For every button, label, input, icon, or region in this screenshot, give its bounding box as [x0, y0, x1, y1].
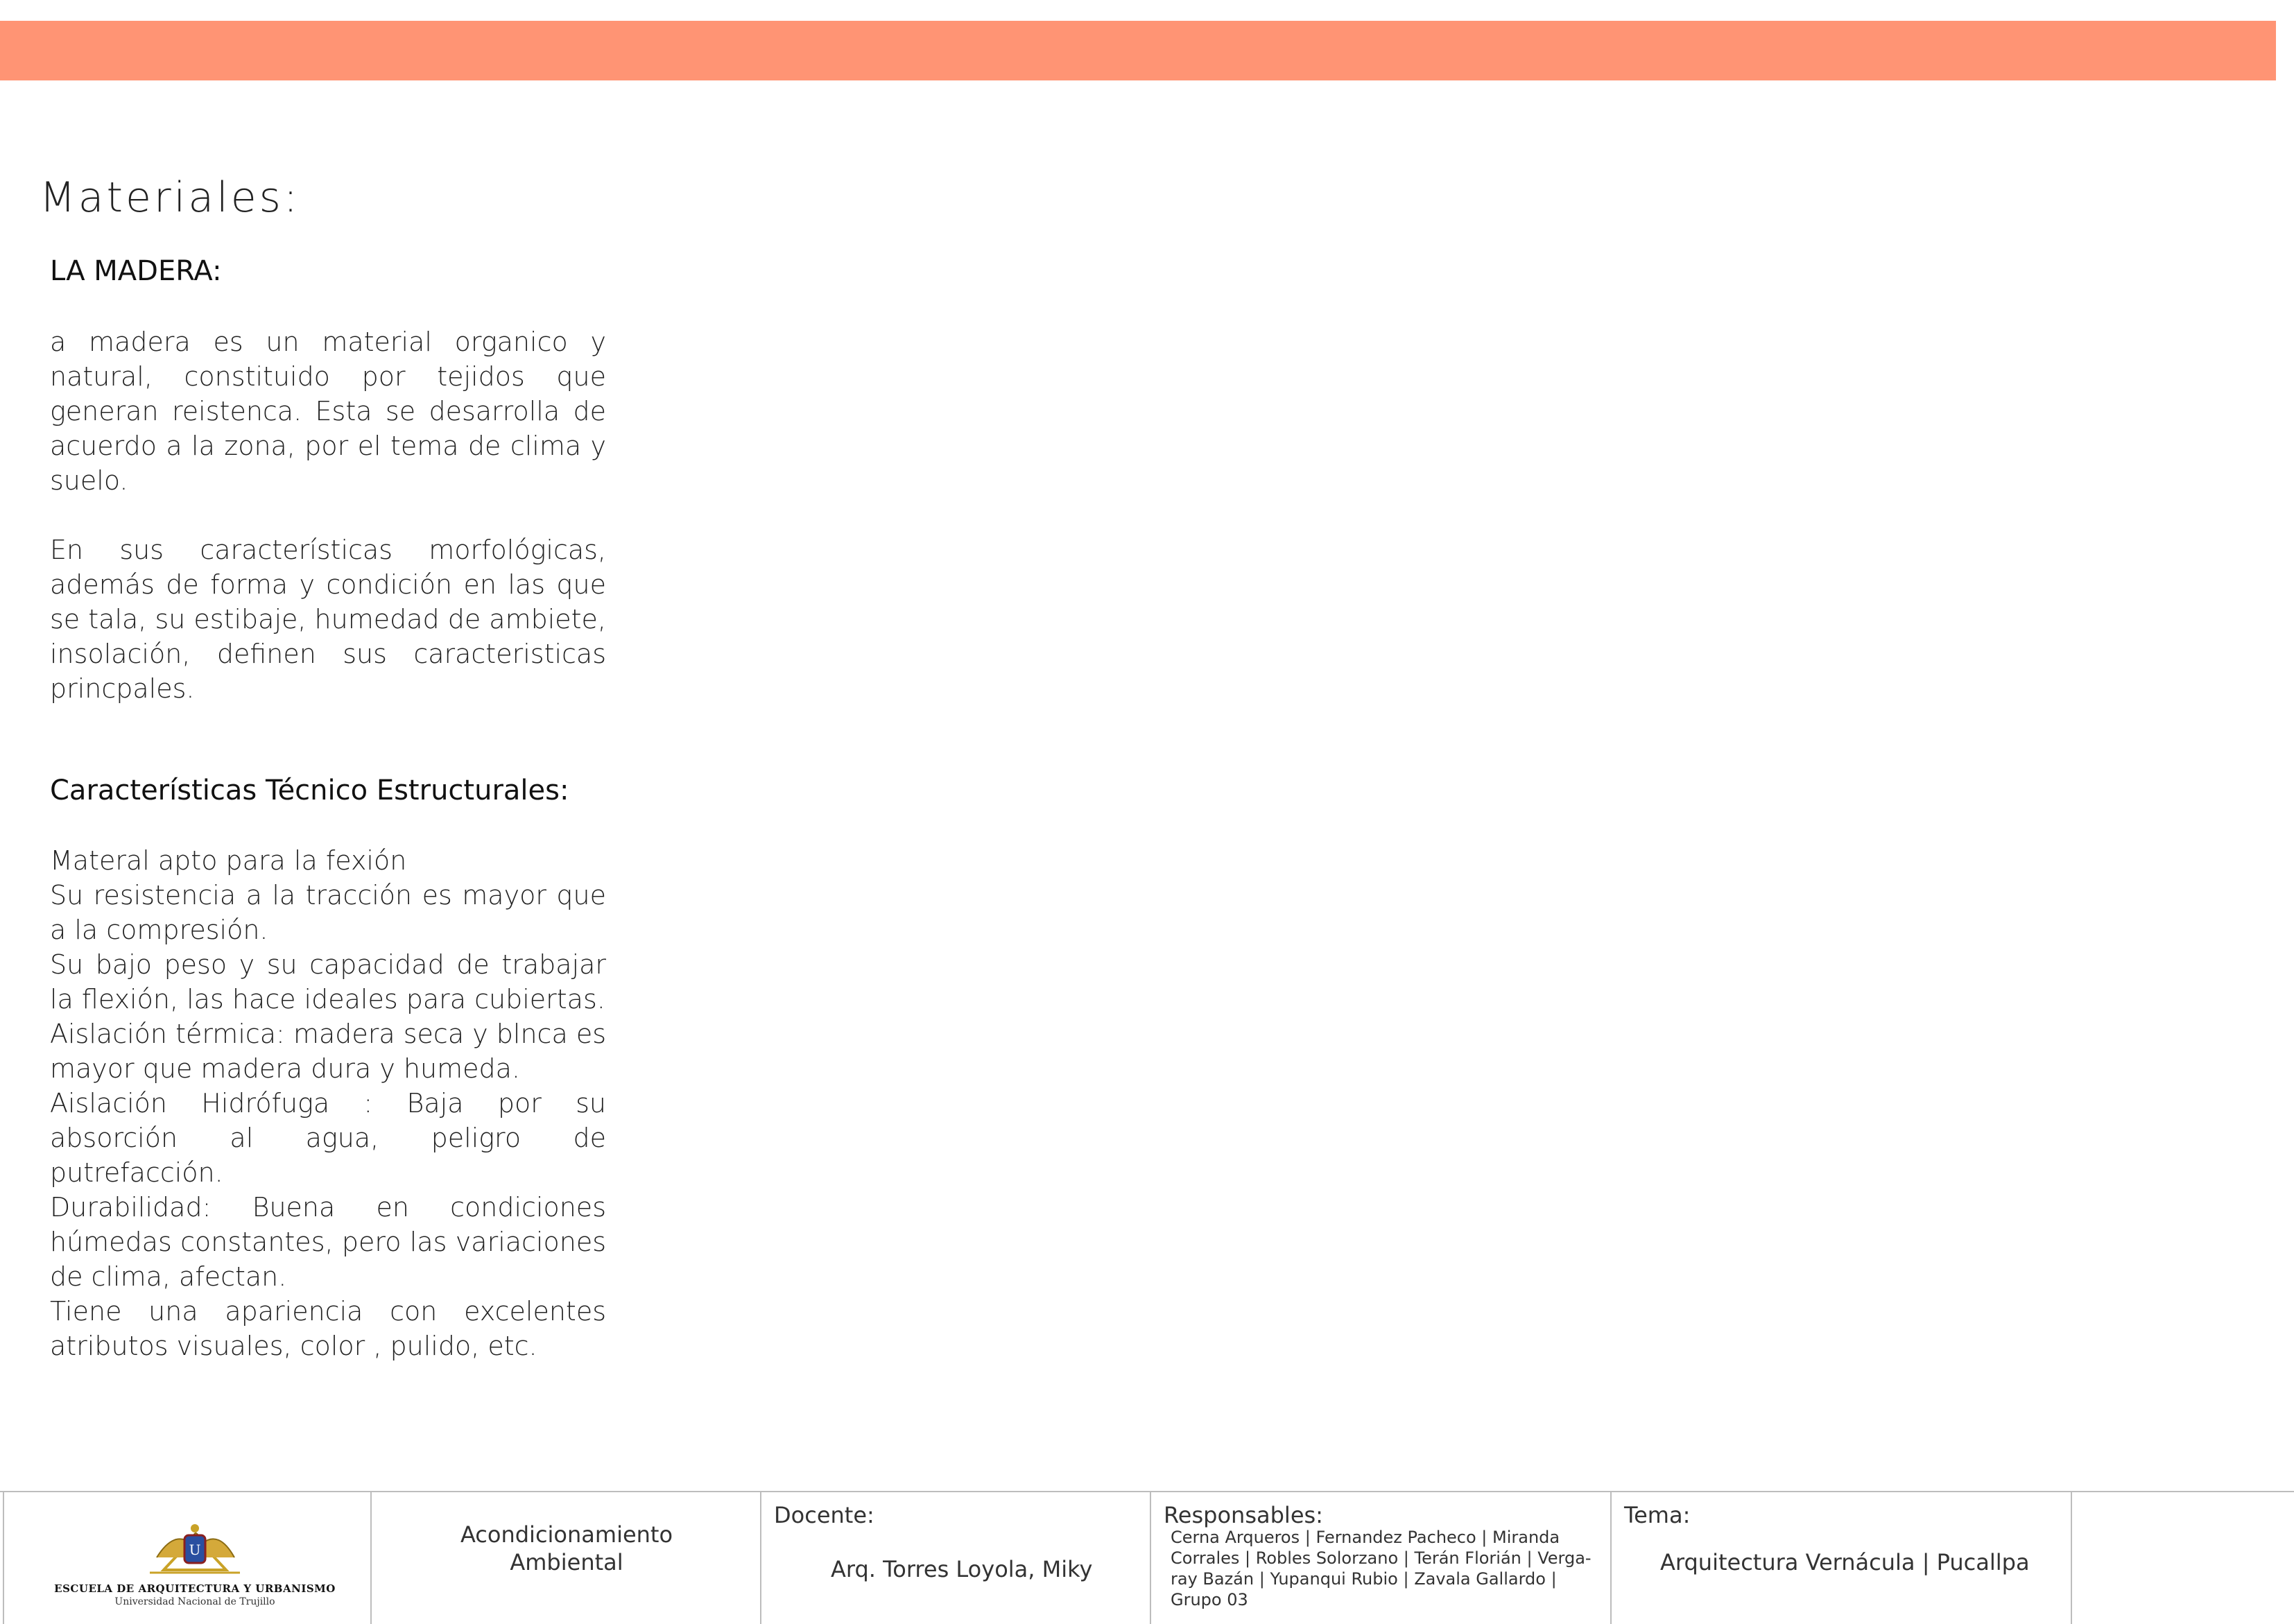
responsables-line: Corrales | Robles Solorzano | Terán Florián | Verga- [1171, 1548, 1592, 1568]
section-title: LA MADERA: [50, 255, 222, 287]
characteristics-subheading: Características Técnico Estructurales: [50, 775, 569, 806]
docente-cell [760, 1492, 1150, 1624]
svg-text:U: U [189, 1541, 201, 1558]
responsables-list [1171, 1527, 1592, 1610]
school-logo [53, 1509, 337, 1613]
docente-value: Arq. Torres Loyola, Miky [831, 1556, 1093, 1582]
school-name: ESCUELA DE ARQUITECTURA Y URBANISMO [54, 1582, 336, 1595]
feature-item: Su bajo peso y su capacidad de trabajar la flexión, las hace ideales para cubiertas. [50, 949, 606, 1014]
intro-paragraph-1 [50, 325, 606, 498]
feature-item: Durabilidad: Buena en condiciones húmedas constantes, pero las variaciones de clima, afectan. [50, 1192, 606, 1292]
paragraph-text: a madera es un material organico y natural, constituido por tejidos que generan reistenca. Esta se desarrolla de acuerdo a la zona, por el tema de clima y suelo. [50, 327, 606, 496]
school-logo-cell [3, 1492, 370, 1624]
responsables-label: Responsables: [1164, 1502, 1323, 1528]
title-block-footer [0, 1491, 2294, 1624]
responsables-line: Grupo 03 [1171, 1590, 1248, 1609]
responsables-cell [1150, 1492, 1610, 1624]
responsables-line: Cerna Arqueros | Fernandez Pacheco | Miranda [1171, 1528, 1560, 1547]
characteristics-list [50, 843, 606, 1363]
page-title: Materiales: [40, 173, 301, 222]
intro-paragraph-2 [50, 533, 606, 706]
feature-item: Tiene una apariencia con excelentes atributos visuales, color , pulido, etc. [50, 1296, 606, 1361]
tema-label: Tema: [1624, 1502, 1691, 1528]
feature-item: Materal apto para la fexión [50, 845, 407, 876]
docente-label: Docente: [774, 1502, 874, 1528]
feature-item: Aislación Hidrófuga : Baja por su absorción al agua, peligro de putrefacción. [50, 1088, 606, 1188]
course-name-line1: Acondicionamiento [460, 1521, 673, 1548]
blank-cell [2071, 1492, 2294, 1624]
feature-item: Su resistencia a la tracción es mayor que a la compresión. [50, 880, 606, 945]
top-accent-bar [0, 21, 2276, 80]
tema-cell [1610, 1492, 2071, 1624]
responsables-line: ray Bazán | Yupanqui Rubio | Zavala Gallardo | [1171, 1569, 1557, 1589]
school-crest-icon [53, 1509, 337, 1581]
tema-value: Arquitectura Vernácula | Pucallpa [1660, 1549, 2030, 1575]
university-name: Universidad Nacional de Trujillo [114, 1596, 275, 1607]
course-name-line2: Ambiental [510, 1549, 623, 1575]
paragraph-text: En sus características morfológicas, además de forma y condición en las que se tala, su estibaje, humedad de ambiete, insolación, definen sus caracteristicas princpales. [50, 535, 607, 704]
course-cell [370, 1492, 760, 1624]
feature-item: Aislación térmica: madera seca y blnca es mayor que madera dura y humeda. [50, 1019, 606, 1084]
